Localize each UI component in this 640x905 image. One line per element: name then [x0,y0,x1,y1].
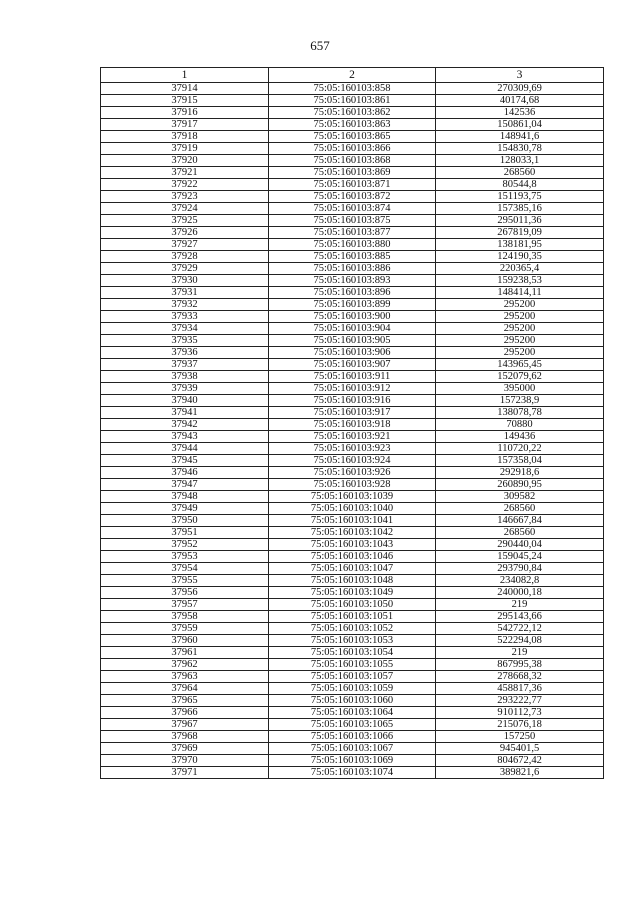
table-row [101,767,604,779]
row-number-cell: 37928 [101,251,269,263]
value-cell: 128033,1 [436,155,604,167]
row-number-cell: 37970 [101,755,269,767]
row-number-cell: 37949 [101,503,269,515]
cadastral-number-cell: 75:05:160103:1049 [269,587,436,599]
value-cell: 149436 [436,431,604,443]
table-row [101,503,604,515]
row-number-cell: 37921 [101,167,269,179]
cadastral-number-cell: 75:05:160103:1046 [269,551,436,563]
row-number-cell: 37917 [101,119,269,131]
table-row [101,635,604,647]
cadastral-number-cell: 75:05:160103:1042 [269,527,436,539]
cadastral-number-cell: 75:05:160103:907 [269,359,436,371]
value-cell: 395000 [436,383,604,395]
value-cell: 219 [436,599,604,611]
value-cell: 295200 [436,335,604,347]
table-row [101,467,604,479]
table-row [101,707,604,719]
cadastral-number-cell: 75:05:160103:1053 [269,635,436,647]
row-number-cell: 37929 [101,263,269,275]
cadastral-number-cell: 75:05:160103:1054 [269,647,436,659]
value-cell: 110720,22 [436,443,604,455]
table-row [101,443,604,455]
row-number-cell: 37920 [101,155,269,167]
table-row [101,491,604,503]
cadastral-number-cell: 75:05:160103:904 [269,323,436,335]
row-number-cell: 37958 [101,611,269,623]
row-number-cell: 37968 [101,731,269,743]
row-number-cell: 37940 [101,395,269,407]
cadastral-number-cell: 75:05:160103:880 [269,239,436,251]
value-cell: 159238,53 [436,275,604,287]
cadastral-number-cell: 75:05:160103:1043 [269,539,436,551]
row-number-cell: 37923 [101,191,269,203]
cadastral-number-cell: 75:05:160103:924 [269,455,436,467]
row-number-cell: 37951 [101,527,269,539]
table-row [101,683,604,695]
cadastral-number-cell: 75:05:160103:858 [269,83,436,95]
table-row [101,479,604,491]
table-row [101,239,604,251]
header-row [101,68,604,83]
value-cell: 138181,95 [436,239,604,251]
cadastral-number-cell: 75:05:160103:1050 [269,599,436,611]
cadastral-number-cell: 75:05:160103:1066 [269,731,436,743]
row-number-cell: 37919 [101,143,269,155]
row-number-cell: 37914 [101,83,269,95]
cadastral-number-cell: 75:05:160103:1051 [269,611,436,623]
cadastral-number-cell: 75:05:160103:871 [269,179,436,191]
cadastral-number-cell: 75:05:160103:918 [269,419,436,431]
value-cell: 240000,18 [436,587,604,599]
table-row [101,371,604,383]
row-number-cell: 37945 [101,455,269,467]
cadastral-number-cell: 75:05:160103:866 [269,143,436,155]
cadastral-number-cell: 75:05:160103:917 [269,407,436,419]
table-row [101,455,604,467]
cadastral-number-cell: 75:05:160103:896 [269,287,436,299]
table-body [101,83,604,779]
value-cell: 293790,84 [436,563,604,575]
cadastral-number-cell: 75:05:160103:1074 [269,767,436,779]
cadastral-number-cell: 75:05:160103:872 [269,191,436,203]
row-number-cell: 37966 [101,707,269,719]
table-row [101,347,604,359]
value-cell: 152079,62 [436,371,604,383]
table-row [101,167,604,179]
row-number-cell: 37941 [101,407,269,419]
column-header-3: 3 [436,68,604,83]
row-number-cell: 37916 [101,107,269,119]
cadastral-number-cell: 75:05:160103:921 [269,431,436,443]
cadastral-number-cell: 75:05:160103:1039 [269,491,436,503]
value-cell: 220365,4 [436,263,604,275]
cadastral-number-cell: 75:05:160103:1057 [269,671,436,683]
value-cell: 148414,11 [436,287,604,299]
table-row [101,215,604,227]
row-number-cell: 37926 [101,227,269,239]
table-row [101,155,604,167]
cadastral-number-cell: 75:05:160103:899 [269,299,436,311]
value-cell: 267819,09 [436,227,604,239]
row-number-cell: 37922 [101,179,269,191]
cadastral-number-cell: 75:05:160103:1067 [269,743,436,755]
table-row [101,131,604,143]
cadastral-number-cell: 75:05:160103:1041 [269,515,436,527]
value-cell: 143965,45 [436,359,604,371]
value-cell: 295200 [436,347,604,359]
data-table [100,67,604,779]
row-number-cell: 37931 [101,287,269,299]
row-number-cell: 37947 [101,479,269,491]
value-cell: 292918,6 [436,467,604,479]
cadastral-number-cell: 75:05:160103:1052 [269,623,436,635]
cadastral-number-cell: 75:05:160103:1047 [269,563,436,575]
cadastral-number-cell: 75:05:160103:1040 [269,503,436,515]
value-cell: 260890,95 [436,479,604,491]
row-number-cell: 37927 [101,239,269,251]
row-number-cell: 37936 [101,347,269,359]
table-row [101,659,604,671]
cadastral-number-cell: 75:05:160103:1069 [269,755,436,767]
cadastral-number-cell: 75:05:160103:928 [269,479,436,491]
value-cell: 268560 [436,167,604,179]
table-row [101,587,604,599]
table-row [101,203,604,215]
row-number-cell: 37964 [101,683,269,695]
value-cell: 157358,04 [436,455,604,467]
row-number-cell: 37965 [101,695,269,707]
cadastral-number-cell: 75:05:160103:863 [269,119,436,131]
row-number-cell: 37935 [101,335,269,347]
cadastral-number-cell: 75:05:160103:926 [269,467,436,479]
value-cell: 159045,24 [436,551,604,563]
cadastral-number-cell: 75:05:160103:1055 [269,659,436,671]
row-number-cell: 37950 [101,515,269,527]
value-cell: 295011,36 [436,215,604,227]
row-number-cell: 37930 [101,275,269,287]
value-cell: 295200 [436,311,604,323]
row-number-cell: 37963 [101,671,269,683]
value-cell: 867995,38 [436,659,604,671]
table-row [101,395,604,407]
row-number-cell: 37956 [101,587,269,599]
column-header-2: 2 [269,68,436,83]
table-row [101,275,604,287]
cadastral-number-cell: 75:05:160103:886 [269,263,436,275]
value-cell: 268560 [436,527,604,539]
table-row [101,527,604,539]
value-cell: 270309,69 [436,83,604,95]
value-cell: 290440,04 [436,539,604,551]
row-number-cell: 37932 [101,299,269,311]
value-cell: 522294,08 [436,635,604,647]
value-cell: 157385,16 [436,203,604,215]
row-number-cell: 37925 [101,215,269,227]
table-row [101,611,604,623]
row-number-cell: 37961 [101,647,269,659]
value-cell: 804672,42 [436,755,604,767]
cadastral-number-cell: 75:05:160103:911 [269,371,436,383]
table-row [101,119,604,131]
row-number-cell: 37918 [101,131,269,143]
cadastral-number-cell: 75:05:160103:905 [269,335,436,347]
table-row [101,743,604,755]
table-row [101,599,604,611]
table-row [101,383,604,395]
cadastral-number-cell: 75:05:160103:1059 [269,683,436,695]
row-number-cell: 37942 [101,419,269,431]
value-cell: 148941,6 [436,131,604,143]
value-cell: 295200 [436,323,604,335]
row-number-cell: 37948 [101,491,269,503]
table-row [101,323,604,335]
cadastral-number-cell: 75:05:160103:869 [269,167,436,179]
table-row [101,575,604,587]
table-row [101,719,604,731]
row-number-cell: 37971 [101,767,269,779]
row-number-cell: 37915 [101,95,269,107]
row-number-cell: 37944 [101,443,269,455]
table-header [101,68,604,83]
value-cell: 295200 [436,299,604,311]
cadastral-number-cell: 75:05:160103:900 [269,311,436,323]
table-row [101,107,604,119]
table-row [101,299,604,311]
column-header-1: 1 [101,68,269,83]
row-number-cell: 37938 [101,371,269,383]
value-cell: 80544,8 [436,179,604,191]
value-cell: 215076,18 [436,719,604,731]
table-row [101,695,604,707]
table-row [101,95,604,107]
row-number-cell: 37924 [101,203,269,215]
value-cell: 146667,84 [436,515,604,527]
value-cell: 138078,78 [436,407,604,419]
table-row [101,515,604,527]
row-number-cell: 37933 [101,311,269,323]
row-number-cell: 37943 [101,431,269,443]
cadastral-number-cell: 75:05:160103:885 [269,251,436,263]
table-row [101,671,604,683]
table-row [101,563,604,575]
value-cell: 295143,66 [436,611,604,623]
cadastral-number-cell: 75:05:160103:916 [269,395,436,407]
row-number-cell: 37946 [101,467,269,479]
row-number-cell: 37955 [101,575,269,587]
cadastral-number-cell: 75:05:160103:861 [269,95,436,107]
cadastral-number-cell: 75:05:160103:875 [269,215,436,227]
value-cell: 151193,75 [436,191,604,203]
value-cell: 945401,5 [436,743,604,755]
table-row [101,407,604,419]
row-number-cell: 37937 [101,359,269,371]
value-cell: 124190,35 [436,251,604,263]
value-cell: 142536 [436,107,604,119]
value-cell: 157250 [436,731,604,743]
page-number: 657 [310,38,330,53]
cadastral-number-cell: 75:05:160103:923 [269,443,436,455]
table-row [101,731,604,743]
table-row [101,539,604,551]
cadastral-number-cell: 75:05:160103:868 [269,155,436,167]
value-cell: 219 [436,647,604,659]
table-row [101,227,604,239]
row-number-cell: 37959 [101,623,269,635]
value-cell: 154830,78 [436,143,604,155]
table-row [101,623,604,635]
table-row [101,263,604,275]
value-cell: 458817,36 [436,683,604,695]
row-number-cell: 37962 [101,659,269,671]
table-row [101,191,604,203]
value-cell: 268560 [436,503,604,515]
cadastral-number-cell: 75:05:160103:1065 [269,719,436,731]
cadastral-number-cell: 75:05:160103:1060 [269,695,436,707]
value-cell: 234082,8 [436,575,604,587]
table-row [101,647,604,659]
row-number-cell: 37967 [101,719,269,731]
value-cell: 389821,6 [436,767,604,779]
table-row [101,83,604,95]
table-row [101,755,604,767]
value-cell: 293222,77 [436,695,604,707]
cadastral-number-cell: 75:05:160103:1064 [269,707,436,719]
row-number-cell: 37954 [101,563,269,575]
row-number-cell: 37969 [101,743,269,755]
cadastral-number-cell: 75:05:160103:893 [269,275,436,287]
value-cell: 150861,04 [436,119,604,131]
cadastral-number-cell: 75:05:160103:874 [269,203,436,215]
value-cell: 309582 [436,491,604,503]
value-cell: 542722,12 [436,623,604,635]
table-row [101,335,604,347]
cadastral-number-cell: 75:05:160103:862 [269,107,436,119]
table-row [101,431,604,443]
value-cell: 157238,9 [436,395,604,407]
table-row [101,359,604,371]
table-row [101,311,604,323]
value-cell: 40174,68 [436,95,604,107]
table-row [101,251,604,263]
cadastral-number-cell: 75:05:160103:1048 [269,575,436,587]
cadastral-number-cell: 75:05:160103:906 [269,347,436,359]
value-cell: 278668,32 [436,671,604,683]
cadastral-number-cell: 75:05:160103:865 [269,131,436,143]
value-cell: 910112,73 [436,707,604,719]
table-row [101,143,604,155]
table-row [101,179,604,191]
cadastral-number-cell: 75:05:160103:877 [269,227,436,239]
table-row [101,287,604,299]
row-number-cell: 37934 [101,323,269,335]
row-number-cell: 37939 [101,383,269,395]
row-number-cell: 37952 [101,539,269,551]
cadastral-number-cell: 75:05:160103:912 [269,383,436,395]
row-number-cell: 37960 [101,635,269,647]
table-row [101,419,604,431]
table-row [101,551,604,563]
value-cell: 70880 [436,419,604,431]
row-number-cell: 37957 [101,599,269,611]
row-number-cell: 37953 [101,551,269,563]
